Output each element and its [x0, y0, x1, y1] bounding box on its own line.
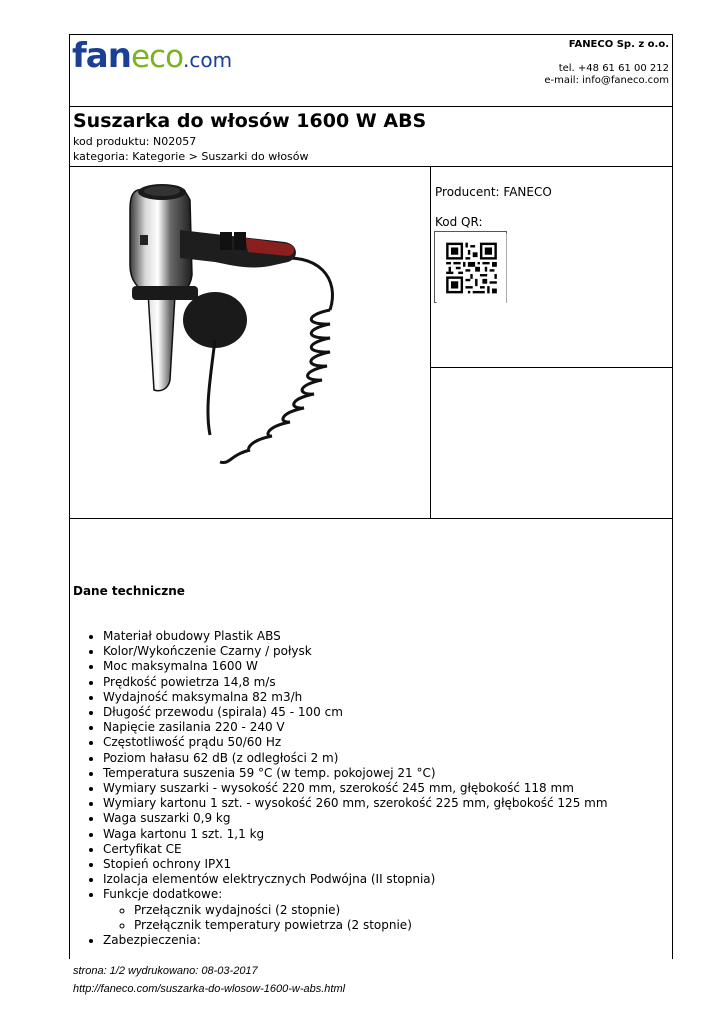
spec-item-label: Funkcje dodatkowe:: [103, 887, 223, 902]
product-category: kategoria: Kategorie > Suszarki do włosów: [73, 150, 309, 163]
divider: [430, 367, 673, 368]
spec-item: • Temperatura suszenia 59 °C (w temp. pokojowej 21 °C): [103, 766, 608, 781]
specs-title: Dane techniczne: [73, 584, 185, 598]
company-phone: tel. +48 61 61 00 212: [558, 63, 669, 74]
column-divider: [430, 166, 431, 518]
product-code: kod produktu: N02057: [73, 135, 197, 148]
footer-page-info: strona: 1/2 wydrukowano: 08-03-2017: [73, 965, 258, 977]
spec-item: • Częstotliwość prądu 50/60 Hz: [103, 735, 608, 750]
spec-subitem: ◦ Przełącznik wydajności (2 stopnie): [134, 903, 608, 918]
faneco-logo[interactable]: faneco.com: [72, 36, 233, 76]
spec-item: • Prędkość powietrza 14,8 m/s: [103, 675, 608, 690]
spec-item: • Certyfikat CE: [103, 842, 608, 857]
spec-item: • Izolacja elementów elektrycznych Podwójna (II stopnia): [103, 872, 608, 887]
spec-item: • Zabezpieczenia:: [103, 933, 608, 948]
spec-item: • Napięcie zasilania 220 - 240 V: [103, 720, 608, 735]
footer-url[interactable]: http://faneco.com/suszarka-do-wlosow-1600-w-abs.html: [73, 983, 346, 995]
spec-item: • Poziom hałasu 62 dB (z odległości 2 m): [103, 751, 608, 766]
spec-item: • Stopień ochrony IPX1: [103, 857, 608, 872]
spec-item: • Wydajność maksymalna 82 m3/h: [103, 690, 608, 705]
divider: [69, 106, 673, 107]
spec-item: • Waga kartonu 1 szt. 1,1 kg: [103, 827, 608, 842]
divider: [69, 518, 673, 519]
divider: [69, 166, 673, 167]
spec-item: • Waga suszarki 0,9 kg: [103, 811, 608, 826]
qr-code-label: Kod QR:: [435, 215, 483, 229]
company-email: e-mail: info@faneco.com: [544, 75, 669, 86]
spec-item: • Materiał obudowy Plastik ABS: [103, 629, 608, 644]
spec-item: • Kolor/Wykończenie Czarny / połysk: [103, 644, 608, 659]
producer-label: Producent: FANECO: [435, 185, 552, 199]
spec-item: • Wymiary kartonu 1 szt. - wysokość 260 mm, szerokość 225 mm, głębokość 125 mm: [103, 796, 608, 811]
spec-subitem: ◦ Przełącznik temperatury powietrza (2 stopnie): [134, 918, 608, 933]
product-title: Suszarka do włosów 1600 W ABS: [73, 110, 427, 132]
spec-sublist: [103, 903, 608, 933]
spec-item-functions: [103, 887, 608, 933]
specs-list: [73, 629, 608, 948]
company-name: FANECO Sp. z o.o.: [568, 39, 669, 50]
qr-code-icon[interactable]: [434, 231, 507, 303]
hair-dryer-image: [120, 180, 350, 495]
spec-item: • Moc maksymalna 1600 W: [103, 659, 608, 674]
spec-item: • Wymiary suszarki - wysokość 220 mm, szerokość 245 mm, głębokość 118 mm: [103, 781, 608, 796]
spec-item: • Długość przewodu (spirala) 45 - 100 cm: [103, 705, 608, 720]
